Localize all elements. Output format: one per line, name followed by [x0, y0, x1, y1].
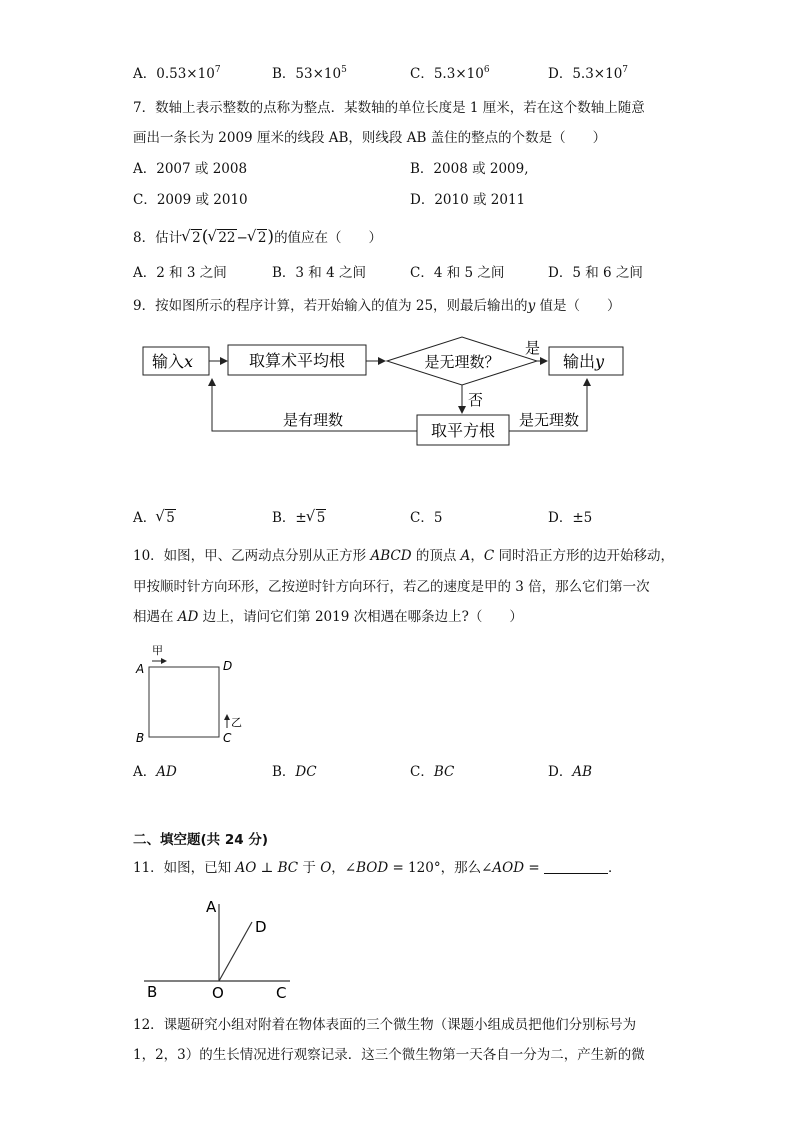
square-abcd — [149, 667, 219, 737]
svg-text:C: C — [276, 984, 287, 1002]
svg-text:B: B — [147, 983, 158, 1001]
svg-text:是有理数: 是有理数 — [282, 411, 344, 429]
q8-option-d[interactable]: D．5 和 6 之间 — [548, 265, 643, 281]
svg-text:是无理数: 是无理数 — [518, 411, 580, 429]
svg-text:否: 否 — [468, 391, 484, 409]
svg-text:输出y: 输出y — [563, 352, 605, 371]
sqrt-symbol: √ 5 — [156, 508, 176, 528]
svg-text:O: O — [212, 984, 224, 1002]
q11-angle-figure — [140, 892, 300, 1002]
q7-option-c[interactable]: C．2009 或 2010 — [133, 192, 248, 208]
svg-text:取平方根: 取平方根 — [430, 421, 496, 440]
ray-od — [219, 922, 252, 981]
svg-text:A: A — [136, 662, 145, 676]
svg-text:是无理数？: 是无理数？ — [424, 353, 500, 371]
q10-stem-line2: 甲按顺时针方向环形，乙按逆时针方向环行，若乙的速度是甲的 3 倍，那么它们第一次 — [133, 579, 650, 595]
q7-option-d[interactable]: D．2010 或 2011 — [410, 192, 526, 208]
svg-text:输入x: 输入x — [152, 352, 194, 371]
q9-stem: 9．按如图所示的程序计算，若开始输入的值为 25，则最后输出的y 值是（ ） — [133, 298, 621, 314]
svg-text:D: D — [255, 918, 267, 936]
svg-text:A: A — [206, 898, 217, 916]
q10-option-c[interactable]: C．BC — [410, 764, 455, 780]
q7-stem-line2: 画出一条长为 2009 厘米的线段 AB，则线段 AB 盖住的整点的个数是（ ） — [133, 130, 607, 146]
q6-option-c[interactable]: C．$5.3\times 10^6$ — [410, 65, 490, 82]
q6-option-d[interactable]: D．$5.3\times 10^7$ — [548, 65, 629, 82]
q8-option-c[interactable]: C．4 和 5 之间 — [410, 265, 505, 281]
svg-text:乙: 乙 — [231, 716, 242, 729]
q9-option-a[interactable]: A．√ 5 — [133, 508, 176, 528]
answer-blank[interactable] — [544, 859, 608, 874]
svg-text:是: 是 — [525, 339, 541, 357]
q10-option-a[interactable]: A．AD — [133, 764, 177, 780]
svg-text:D: D — [223, 659, 233, 673]
q7-option-b[interactable]: B．2008 或 2009, — [410, 161, 529, 177]
q7-option-a[interactable]: A．2007 或 2008 — [133, 161, 248, 177]
sqrt-symbol: √ 2 — [182, 228, 202, 248]
q6-option-b[interactable]: B．$53\times 10^5$ — [272, 65, 347, 82]
q9-option-b[interactable]: B．±√ 5 — [272, 508, 326, 528]
q11-stem: 11．如图，已知 AO ⊥ BC 于 O，∠BOD = 120°，那么∠AOD = ． — [133, 860, 622, 876]
svg-text:取算术平均根: 取算术平均根 — [248, 351, 346, 370]
q6-option-a[interactable]: A．$0.53\times 10^7$ — [133, 65, 221, 82]
sqrt-symbol: √ 22 — [208, 228, 236, 248]
q9-flowchart — [135, 333, 635, 453]
q10-square-figure — [130, 640, 250, 750]
svg-text:B: B — [136, 731, 145, 745]
sqrt-symbol: √ 5 — [307, 508, 327, 528]
q8-option-b[interactable]: B．3 和 4 之间 — [272, 265, 366, 281]
q10-stem-line3: 相遇在 AD 边上，请问它们第 2019 次相遇在哪条边上?（ ） — [133, 609, 523, 625]
q12-stem-line2: 1，2，3）的生长情况进行观察记录．这三个微生物第一天各自一分为二，产生新的微 — [133, 1047, 645, 1063]
q10-option-d[interactable]: D．AB — [548, 764, 592, 780]
q7-stem-line1: 7．数轴上表示整数的点称为整点．某数轴的单位长度是 1 厘米，若在这个数轴上随意 — [133, 100, 645, 116]
q10-option-b[interactable]: B．DC — [272, 764, 317, 780]
q10-stem-line1: 10．如图，甲、乙两动点分别从正方形 ABCD 的顶点 A，C 同时沿正方形的边开始移动， — [133, 548, 675, 564]
q8-stem: 8．估计√ 2(√ 22−√ 2)的值应在（ ） — [133, 227, 382, 248]
section-heading-fill-in: 二、填空题(共 24 分) — [133, 832, 269, 848]
svg-text:甲: 甲 — [152, 644, 163, 657]
q9-option-c[interactable]: C．5 — [410, 510, 443, 526]
q12-stem-line1: 12．课题研究小组对附着在物体表面的三个微生物（课题小组成员把他们分别标号为 — [133, 1017, 637, 1033]
sqrt-symbol: √ 2 — [248, 228, 268, 248]
q8-option-a[interactable]: A．2 和 3 之间 — [133, 265, 227, 281]
q9-option-d[interactable]: D．±5 — [548, 510, 593, 526]
svg-text:C: C — [223, 731, 232, 745]
